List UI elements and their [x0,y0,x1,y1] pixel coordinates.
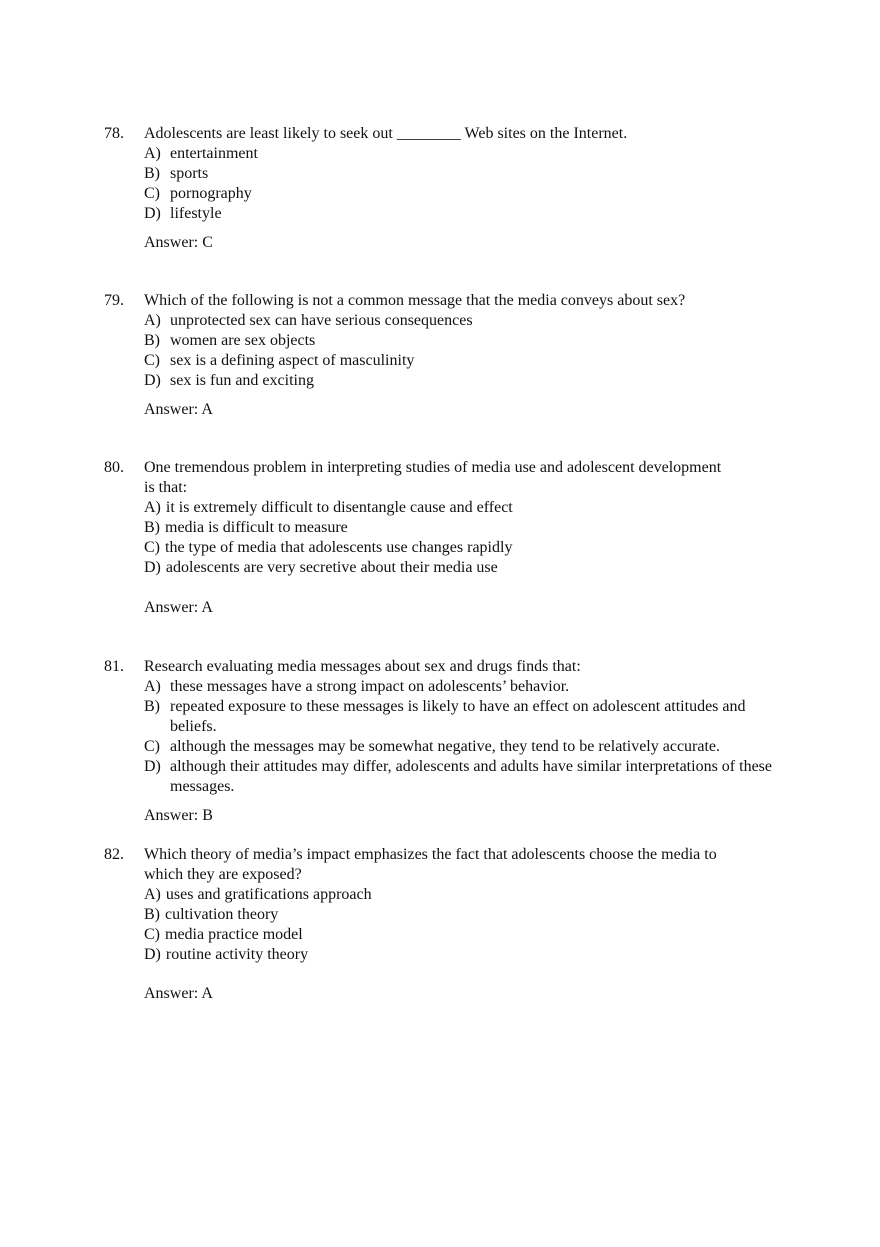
option-text: cultivation theory [165,906,279,923]
option-c [144,737,784,757]
option-d [144,371,784,391]
option-text: women are sex objects [170,332,316,349]
option-text: media practice model [165,926,303,943]
option-label: D) [144,205,161,222]
option-c [144,184,784,204]
option-a [144,885,784,905]
answer-key: Answer: B [144,807,213,824]
question-stem: One tremendous problem in interpreting studies of media use and adolescent development [144,459,722,476]
option-label: D) [144,372,161,389]
option-text: although their attitudes may differ, adolescents and adults have similar interpretations of these messages. [170,758,772,795]
option-c [144,925,784,945]
option-d [144,204,784,224]
question-number: 81. [104,658,124,675]
question-79 [104,291,784,420]
option-label: A) [144,499,161,516]
option-label: D) [144,946,161,963]
option-label: C) [144,926,160,943]
question-stem-continuation: which they are exposed? [144,866,302,883]
answer-key: Answer: A [144,401,213,418]
option-label: C) [144,352,160,369]
option-label: B) [144,519,160,536]
answer-key: Answer: A [144,985,213,1002]
option-text: repeated exposure to these messages is likely to have an effect on adolescent attitudes and beliefs. [170,698,746,735]
option-label: C) [144,539,160,556]
option-c [144,538,784,558]
answer-key: Answer: C [144,234,213,251]
option-text: routine activity theory [165,946,309,963]
option-text: it is extremely difficult to disentangle cause and effect [165,499,513,516]
option-label: A) [144,886,161,903]
option-label: C) [144,185,160,202]
option-b [144,331,784,351]
option-a [144,144,784,164]
option-text: unprotected sex can have serious consequences [170,312,473,329]
question-number: 79. [104,292,124,309]
option-label: B) [144,332,160,349]
option-text: uses and gratifications approach [165,886,372,903]
option-text: media is difficult to measure [165,519,348,536]
option-text: pornography [170,185,252,202]
option-a [144,498,784,518]
option-label: B) [144,906,160,923]
question-82 [104,845,784,1004]
option-text: entertainment [170,145,258,162]
question-number: 78. [104,125,124,142]
option-text: sports [170,165,209,182]
option-label: B) [144,165,160,182]
option-text: sex is a defining aspect of masculinity [170,352,415,369]
option-text: these messages have a strong impact on adolescents’ behavior. [170,678,570,695]
question-78 [104,124,784,253]
option-text: adolescents are very secretive about their media use [165,559,498,576]
option-label: D) [144,758,161,775]
question-stem: Which of the following is not a common message that the media conveys about sex? [144,292,686,309]
option-label: B) [144,698,160,715]
option-a [144,311,784,331]
question-stem: Which theory of media’s impact emphasizes the fact that adolescents choose the media to [144,846,717,863]
option-b [144,905,784,925]
option-d [144,558,784,578]
option-label: C) [144,738,160,755]
question-number: 80. [104,459,124,476]
option-d [144,757,784,797]
question-number: 82. [104,846,124,863]
option-text: although the messages may be somewhat negative, they tend to be relatively accurate. [170,738,721,755]
answer-key: Answer: A [144,599,213,616]
option-label: A) [144,145,161,162]
option-label: A) [144,312,161,329]
option-text: sex is fun and exciting [170,372,314,389]
question-stem-continuation: is that: [144,479,188,496]
option-b [144,518,784,538]
question-stem: Research evaluating media messages about sex and drugs finds that: [144,658,581,675]
question-stem: Adolescents are least likely to seek out ________ Web sites on the Internet. [144,125,628,142]
option-c [144,351,784,371]
option-a [144,677,784,697]
question-80 [104,458,784,618]
option-text: lifestyle [170,205,222,222]
option-d [144,945,784,965]
option-text: the type of media that adolescents use changes rapidly [165,539,513,556]
question-81 [104,657,784,826]
option-label: D) [144,559,161,576]
option-label: A) [144,678,161,695]
option-b [144,164,784,184]
option-b [144,697,784,737]
